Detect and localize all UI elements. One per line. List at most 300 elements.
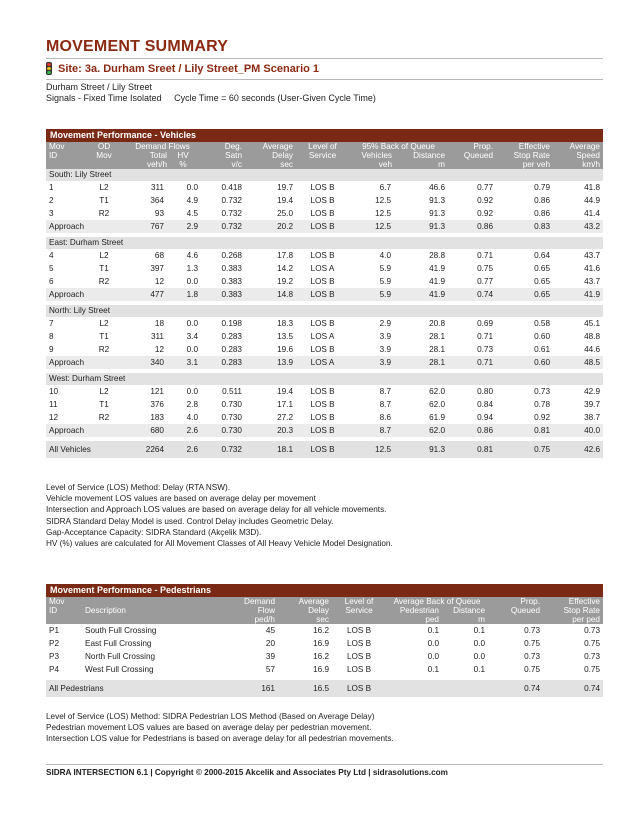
avg-delay-cell: 19.4 [277, 387, 293, 396]
avg-delay-cell: 20.3 [245, 424, 296, 437]
approach-total-row [46, 220, 603, 233]
los-cell: LOS B [310, 319, 335, 328]
avg-delay-cell: 19.7 [277, 183, 293, 192]
eff-stop-rate-cell: 0.58 [534, 319, 550, 328]
od-mov-cell: L2 [99, 319, 109, 328]
los-cell: LOS A [310, 332, 335, 341]
vehicles-table-body [46, 169, 603, 458]
table-row [46, 317, 603, 330]
approach-group-row [46, 373, 603, 385]
avg-delay-cell: 14.8 [245, 288, 296, 301]
deg-satn-cell: 0.732 [221, 209, 242, 218]
avg-delay-cell: 13.9 [245, 356, 296, 369]
pedestrians-section-title: Movement Performance - Pedestrians [46, 584, 603, 597]
note-line: Vehicle movement LOS values are based on average delay per movement [46, 494, 316, 504]
hdr-prop-queued: Prop. Queued [448, 142, 496, 169]
queue-distance-cell: 91.3 [429, 196, 445, 205]
los-cell: LOS A [296, 356, 349, 369]
avg-delay-cell: 13.5 [277, 332, 293, 341]
eff-stop-rate-cell: 0.65 [496, 288, 553, 301]
mov-id-cell: 12 [49, 413, 59, 422]
hdr-avg-speed: Average Speed km/h [553, 142, 603, 169]
avg-delay-cell: 20.2 [245, 220, 296, 233]
deg-satn-cell: 0.383 [221, 264, 242, 273]
pedestrians-table [46, 597, 603, 697]
deg-satn-cell: 0.383 [221, 277, 242, 286]
prop-queued-cell: 0.94 [477, 413, 493, 422]
eff-stop-rate-cell: 0.73 [534, 387, 550, 396]
table-row [46, 398, 603, 411]
queue-vehicles-cell: 8.7 [349, 424, 394, 437]
queue-distance-cell: 0.0 [473, 639, 485, 648]
avg-delay-cell: 19.4 [277, 196, 293, 205]
ped-hdr-eff-stop-rate: Effective Stop Rate per ped [543, 597, 603, 624]
traffic-signal-icon [46, 62, 52, 75]
avg-delay-cell: 18.3 [277, 319, 293, 328]
prop-queued-cell: 0.81 [448, 441, 496, 458]
hv-percent-cell: 0.0 [186, 319, 198, 328]
queue-vehicles-cell: 12.5 [375, 209, 391, 218]
table-row [46, 194, 603, 207]
avg-speed-cell: 42.6 [553, 441, 603, 458]
total-flow-cell: 18 [154, 319, 164, 328]
ped-hdr-demand-flow: Demand Flow ped/h [238, 597, 278, 624]
avg-speed-cell: 41.4 [584, 209, 600, 218]
queue-distance-cell: 41.9 [429, 264, 445, 273]
avg-speed-cell: 43.2 [553, 220, 603, 233]
table-row [46, 330, 603, 343]
avg-delay-cell: 18.1 [245, 441, 296, 458]
deg-satn-cell: 0.730 [221, 413, 242, 422]
queue-vehicles-cell: 5.9 [349, 288, 394, 301]
hv-percent-cell: 3.4 [186, 332, 198, 341]
hv-percent-cell: 1.8 [167, 288, 201, 301]
od-mov-cell: T1 [99, 400, 109, 409]
total-flow-cell: 93 [154, 209, 164, 218]
approach-group-name: North: Lily Street [46, 305, 603, 317]
total-flow-cell: 68 [154, 251, 164, 260]
avg-speed-cell: 42.9 [584, 387, 600, 396]
los-cell: LOS A [310, 264, 335, 273]
mov-id-cell: 5 [49, 264, 54, 273]
queue-distance-cell: 28.1 [429, 345, 445, 354]
table-row [46, 624, 603, 637]
total-flow-cell: 340 [124, 356, 167, 369]
avg-speed-cell: 41.8 [584, 183, 600, 192]
avg-delay-cell: 16.2 [313, 652, 329, 661]
deg-satn-cell: 0.730 [201, 424, 245, 437]
site-name: Site: 3a. Durham Sreet / Lily Street_PM Scenario 1 [58, 62, 320, 75]
cycle-time: Cycle Time = 60 seconds (User-Given Cycle Time) [174, 93, 376, 103]
od-mov-cell: L2 [99, 251, 109, 260]
avg-speed-cell: 48.5 [553, 356, 603, 369]
avg-delay-cell: 19.6 [277, 345, 293, 354]
prop-queued-cell: 0.77 [477, 183, 493, 192]
los-cell: LOS B [310, 413, 335, 422]
queue-distance-cell: 91.3 [429, 209, 445, 218]
queue-distance-cell: 28.8 [429, 251, 445, 260]
queue-vehicles-cell: 4.0 [379, 251, 391, 260]
eff-stop-rate-cell: 0.81 [496, 424, 553, 437]
mov-id-cell: 6 [49, 277, 54, 286]
avg-speed-cell: 48.8 [584, 332, 600, 341]
approach-total-row [46, 288, 603, 301]
avg-speed-cell: 44.9 [584, 196, 600, 205]
table-row [46, 343, 603, 356]
prop-queued-cell: 0.73 [477, 345, 493, 354]
avg-delay-cell: 19.2 [277, 277, 293, 286]
los-cell: LOS B [346, 626, 372, 635]
all-pedestrians-label: All Pedestrians [46, 680, 238, 697]
total-flow-cell: 311 [150, 332, 164, 341]
queue-vehicles-cell: 12.5 [349, 441, 394, 458]
hv-percent-cell: 2.6 [167, 441, 201, 458]
prop-queued-cell: 0.74 [488, 680, 543, 697]
mov-id-cell: P2 [49, 639, 60, 648]
note-line: Intersection and Approach LOS values are based on average delay for all vehicle movements. [46, 505, 387, 515]
los-cell: LOS B [346, 665, 372, 674]
deg-satn-cell: 0.283 [221, 345, 242, 354]
queue-vehicles-cell: 8.6 [379, 413, 391, 422]
hv-percent-cell: 4.6 [186, 251, 198, 260]
avg-delay-cell: 16.5 [278, 680, 332, 697]
total-flow-cell: 183 [150, 413, 164, 422]
table-row [46, 181, 603, 194]
note-line: SIDRA Standard Delay Model is used. Control Delay includes Geometric Delay. [46, 516, 334, 526]
od-mov-cell: R2 [98, 345, 110, 354]
note-line: Pedestrian movement LOS values are based on average delay per pedestrian movement. [46, 723, 372, 733]
eff-stop-rate-cell: 0.86 [534, 196, 550, 205]
mov-id-cell: 11 [49, 400, 58, 409]
eff-stop-rate-cell: 0.79 [534, 183, 550, 192]
eff-stop-rate-cell: 0.73 [584, 652, 600, 661]
description-cell: West Full Crossing [85, 665, 154, 674]
table-row [46, 637, 603, 650]
mov-id-cell: 10 [49, 387, 59, 396]
table-row [46, 650, 603, 663]
los-cell: LOS B [346, 652, 372, 661]
queue-vehicles-cell: 6.7 [379, 183, 391, 192]
hdr-los: Level of Service [296, 142, 349, 169]
queue-distance-cell: 91.3 [394, 441, 448, 458]
signal-type: Signals - Fixed Time Isolated [46, 93, 162, 103]
approach-group-name: South: Lily Street [46, 169, 603, 181]
table-row [46, 385, 603, 398]
total-flow-cell: 397 [150, 264, 164, 273]
note-line: Level of Service (LOS) Method: Delay (RTA NSW). [46, 483, 230, 492]
total-flow-cell: 12 [154, 277, 164, 286]
hdr-back-of-queue: 95% Back of Queue Vehicles veh Distance m [349, 142, 448, 169]
description-cell: East Full Crossing [85, 639, 152, 648]
prop-queued-cell: 0.69 [477, 319, 493, 328]
mov-id-cell: 4 [49, 251, 54, 260]
od-mov-cell: R2 [98, 413, 110, 422]
mov-id-cell: P3 [49, 652, 60, 661]
eff-stop-rate-cell: 0.75 [496, 441, 553, 458]
hv-percent-cell: 2.8 [186, 400, 198, 409]
total-flow-cell: 311 [150, 183, 164, 192]
avg-delay-cell: 17.1 [277, 400, 293, 409]
hdr-eff-stop-rate: Effective Stop Rate per veh [496, 142, 553, 169]
mov-id-cell: 7 [49, 319, 54, 328]
od-mov-cell: R2 [98, 209, 110, 218]
demand-flow-cell: 161 [238, 680, 278, 697]
hv-percent-cell: 1.3 [186, 264, 198, 273]
avg-delay-cell: 27.2 [277, 413, 293, 422]
avg-speed-cell: 41.6 [584, 264, 600, 273]
prop-queued-cell: 0.75 [524, 665, 540, 674]
prop-queued-cell: 0.73 [524, 626, 540, 635]
approach-label: Approach [46, 356, 124, 369]
hv-percent-cell: 0.0 [186, 345, 198, 354]
approach-group-name: East: Durham Street [46, 237, 603, 249]
od-mov-cell: T1 [99, 332, 109, 341]
approach-group-row [46, 237, 603, 249]
signal-info [46, 93, 376, 103]
mov-id-cell: 2 [49, 196, 54, 205]
queue-vehicles-cell: 3.9 [379, 345, 391, 354]
prop-queued-cell: 0.74 [448, 288, 496, 301]
los-cell: LOS B [310, 277, 335, 286]
vehicles-table-header [46, 142, 603, 169]
queue-pedestrian-cell: 0.1 [427, 626, 439, 635]
prop-queued-cell: 0.73 [524, 652, 540, 661]
queue-distance-cell: 28.1 [429, 332, 445, 341]
queue-pedestrian-cell: 0.0 [427, 652, 439, 661]
queue-distance-cell: 62.0 [429, 400, 445, 409]
avg-speed-cell: 43.7 [584, 251, 600, 260]
prop-queued-cell: 0.75 [524, 639, 540, 648]
deg-satn-cell: 0.283 [201, 356, 245, 369]
ped-hdr-mov-id: Mov ID [46, 597, 82, 624]
eff-stop-rate-cell: 0.65 [534, 264, 550, 273]
queue-distance-cell: 46.6 [429, 183, 445, 192]
total-flow-cell: 12 [154, 345, 164, 354]
avg-delay-cell: 14.2 [277, 264, 293, 273]
table-row [46, 249, 603, 262]
queue-vehicles-cell: 3.9 [379, 332, 391, 341]
deg-satn-cell: 0.732 [201, 441, 245, 458]
eff-stop-rate-cell: 0.61 [534, 345, 550, 354]
prop-queued-cell: 0.92 [477, 209, 493, 218]
los-cell: LOS B [296, 424, 349, 437]
vehicles-section-title: Movement Performance - Vehicles [46, 129, 603, 142]
demand-flow-cell: 57 [265, 665, 275, 674]
ped-hdr-avg-delay: Average Delay sec [278, 597, 332, 624]
report-title: MOVEMENT SUMMARY [46, 38, 229, 55]
queue-pedestrian-cell: 0.1 [427, 665, 439, 674]
prop-queued-cell: 0.84 [477, 400, 493, 409]
ped-hdr-description: Description [82, 597, 238, 624]
demand-flow-cell: 20 [265, 639, 275, 648]
mov-id-cell: 9 [49, 345, 54, 354]
eff-stop-rate-cell: 0.74 [543, 680, 603, 697]
table-row [46, 663, 603, 676]
queue-distance-cell [442, 680, 488, 697]
queue-vehicles-cell: 3.9 [349, 356, 394, 369]
mov-id-cell: 3 [49, 209, 54, 218]
hv-percent-cell: 3.1 [167, 356, 201, 369]
eff-stop-rate-cell: 0.65 [534, 277, 550, 286]
queue-distance-cell: 62.0 [394, 424, 448, 437]
eff-stop-rate-cell: 0.86 [534, 209, 550, 218]
hdr-demand-flows: Demand Flows Total veh/h HV % [124, 142, 201, 169]
hv-percent-cell: 4.0 [186, 413, 198, 422]
deg-satn-cell: 0.418 [221, 183, 242, 192]
ped-hdr-los: Level of Service [332, 597, 386, 624]
prop-queued-cell: 0.77 [477, 277, 493, 286]
all-pedestrians-row [46, 680, 603, 697]
od-mov-cell: L2 [99, 387, 109, 396]
avg-speed-cell: 43.7 [584, 277, 600, 286]
eff-stop-rate-cell: 0.73 [584, 626, 600, 635]
od-mov-cell: T1 [99, 196, 109, 205]
los-cell: LOS B [310, 400, 335, 409]
hdr-od-mov: OD Mov [84, 142, 124, 169]
od-mov-cell: R2 [98, 277, 110, 286]
deg-satn-cell: 0.730 [221, 400, 242, 409]
approach-label: Approach [46, 288, 124, 301]
los-cell: LOS B [310, 251, 335, 260]
note-line: HV (%) values are calculated for All Movement Classes of All Heavy Vehicle Model Designation. [46, 539, 393, 549]
los-cell: LOS B [296, 441, 349, 458]
queue-pedestrian-cell [386, 680, 442, 697]
eff-stop-rate-cell: 0.92 [534, 413, 550, 422]
total-flow-cell: 376 [150, 400, 164, 409]
table-row [46, 262, 603, 275]
all-vehicles-row [46, 441, 603, 458]
prop-queued-cell: 0.75 [477, 264, 493, 273]
pedestrians-table-body [46, 624, 603, 697]
approach-label: Approach [46, 220, 124, 233]
avg-speed-cell: 45.1 [584, 319, 600, 328]
mov-id-cell: 8 [49, 332, 54, 341]
los-cell: LOS B [310, 209, 335, 218]
hv-percent-cell: 0.0 [186, 387, 198, 396]
los-cell: LOS B [310, 345, 335, 354]
avg-speed-cell: 41.9 [553, 288, 603, 301]
prop-queued-cell: 0.92 [477, 196, 493, 205]
eff-stop-rate-cell: 0.75 [584, 639, 600, 648]
prop-queued-cell: 0.71 [448, 356, 496, 369]
avg-speed-cell: 38.7 [584, 413, 600, 422]
approach-group-name: West: Durham Street [46, 373, 603, 385]
description-cell: North Full Crossing [85, 652, 156, 661]
avg-delay-cell: 16.2 [313, 626, 329, 635]
mov-id-cell: P4 [49, 665, 60, 674]
deg-satn-cell: 0.198 [221, 319, 242, 328]
queue-vehicles-cell: 12.5 [375, 196, 391, 205]
total-flow-cell: 364 [150, 196, 164, 205]
avg-speed-cell: 44.6 [584, 345, 600, 354]
eff-stop-rate-cell: 0.75 [584, 665, 600, 674]
los-cell: LOS B [310, 196, 335, 205]
od-mov-cell: T1 [99, 264, 109, 273]
hdr-mov-id: Mov ID [46, 142, 84, 169]
prop-queued-cell: 0.71 [477, 251, 493, 260]
los-cell: LOS B [296, 288, 349, 301]
demand-flow-cell: 39 [265, 652, 275, 661]
pedestrians-notes [46, 711, 394, 745]
deg-satn-cell: 0.383 [201, 288, 245, 301]
approach-label: Approach [46, 424, 124, 437]
hdr-deg-satn: Deg. Satn v/c [201, 142, 245, 169]
deg-satn-cell: 0.511 [222, 387, 242, 396]
queue-vehicles-cell: 5.9 [379, 277, 391, 286]
site-heading [46, 62, 319, 75]
hdr-avg-delay: Average Delay sec [245, 142, 296, 169]
avg-delay-cell: 16.9 [313, 665, 329, 674]
queue-distance-cell: 91.3 [394, 220, 448, 233]
table-row [46, 207, 603, 220]
queue-pedestrian-cell: 0.0 [427, 639, 439, 648]
avg-speed-cell: 40.0 [553, 424, 603, 437]
approach-group-row [46, 305, 603, 317]
avg-delay-cell: 16.9 [313, 639, 329, 648]
deg-satn-cell: 0.732 [221, 196, 242, 205]
note-line: Level of Service (LOS) Method: SIDRA Pedestrian LOS Method (Based on Average Delay) [46, 712, 375, 721]
total-flow-cell: 2264 [124, 441, 167, 458]
mov-id-cell: 1 [49, 183, 54, 192]
approach-total-row [46, 356, 603, 369]
prop-queued-cell: 0.86 [448, 220, 496, 233]
queue-distance-cell: 0.1 [473, 626, 485, 635]
avg-delay-cell: 17.8 [277, 251, 293, 260]
vehicles-notes [46, 482, 393, 549]
queue-vehicles-cell: 8.7 [379, 400, 391, 409]
ped-hdr-back-of-queue: Average Back of Queue Pedestrian ped Distance m [386, 597, 488, 624]
hv-percent-cell: 4.9 [186, 196, 198, 205]
eff-stop-rate-cell: 0.78 [534, 400, 550, 409]
hv-percent-cell: 0.0 [186, 277, 198, 286]
pedestrians-table-header [46, 597, 603, 624]
los-cell: LOS B [346, 639, 372, 648]
eff-stop-rate-cell: 0.60 [534, 332, 550, 341]
od-mov-cell: L2 [99, 183, 109, 192]
los-cell: LOS B [296, 220, 349, 233]
note-line: Gap-Acceptance Capacity: SIDRA Standard (Akçelik M3D). [46, 527, 262, 537]
queue-distance-cell: 41.9 [394, 288, 448, 301]
queue-vehicles-cell: 5.9 [379, 264, 391, 273]
all-vehicles-label: All Vehicles [46, 441, 124, 458]
approach-total-row [46, 424, 603, 437]
mov-id-cell: P1 [49, 626, 60, 635]
queue-vehicles-cell: 12.5 [349, 220, 394, 233]
site-divider [46, 79, 603, 80]
los-cell: LOS B [310, 387, 335, 396]
queue-distance-cell: 61.9 [429, 413, 445, 422]
queue-vehicles-cell: 8.7 [379, 387, 391, 396]
prop-queued-cell: 0.80 [477, 387, 493, 396]
deg-satn-cell: 0.732 [201, 220, 245, 233]
total-flow-cell: 121 [150, 387, 164, 396]
queue-distance-cell: 0.1 [473, 665, 485, 674]
total-flow-cell: 767 [124, 220, 167, 233]
intersection-name: Durham Street / Lily Street [46, 82, 153, 92]
los-cell: LOS B [332, 680, 386, 697]
table-row [46, 275, 603, 288]
eff-stop-rate-cell: 0.64 [534, 251, 550, 260]
avg-delay-cell: 25.0 [277, 209, 293, 218]
footer-divider [46, 764, 603, 765]
queue-vehicles-cell: 2.9 [379, 319, 391, 328]
queue-distance-cell: 28.1 [394, 356, 448, 369]
total-flow-cell: 680 [124, 424, 167, 437]
hv-percent-cell: 2.9 [167, 220, 201, 233]
table-row [46, 411, 603, 424]
deg-satn-cell: 0.283 [221, 332, 242, 341]
footer: SIDRA INTERSECTION 6.1 | Copyright © 2000-2015 Akcelik and Associates Pty Ltd | sidrasolutions.com [46, 768, 448, 777]
